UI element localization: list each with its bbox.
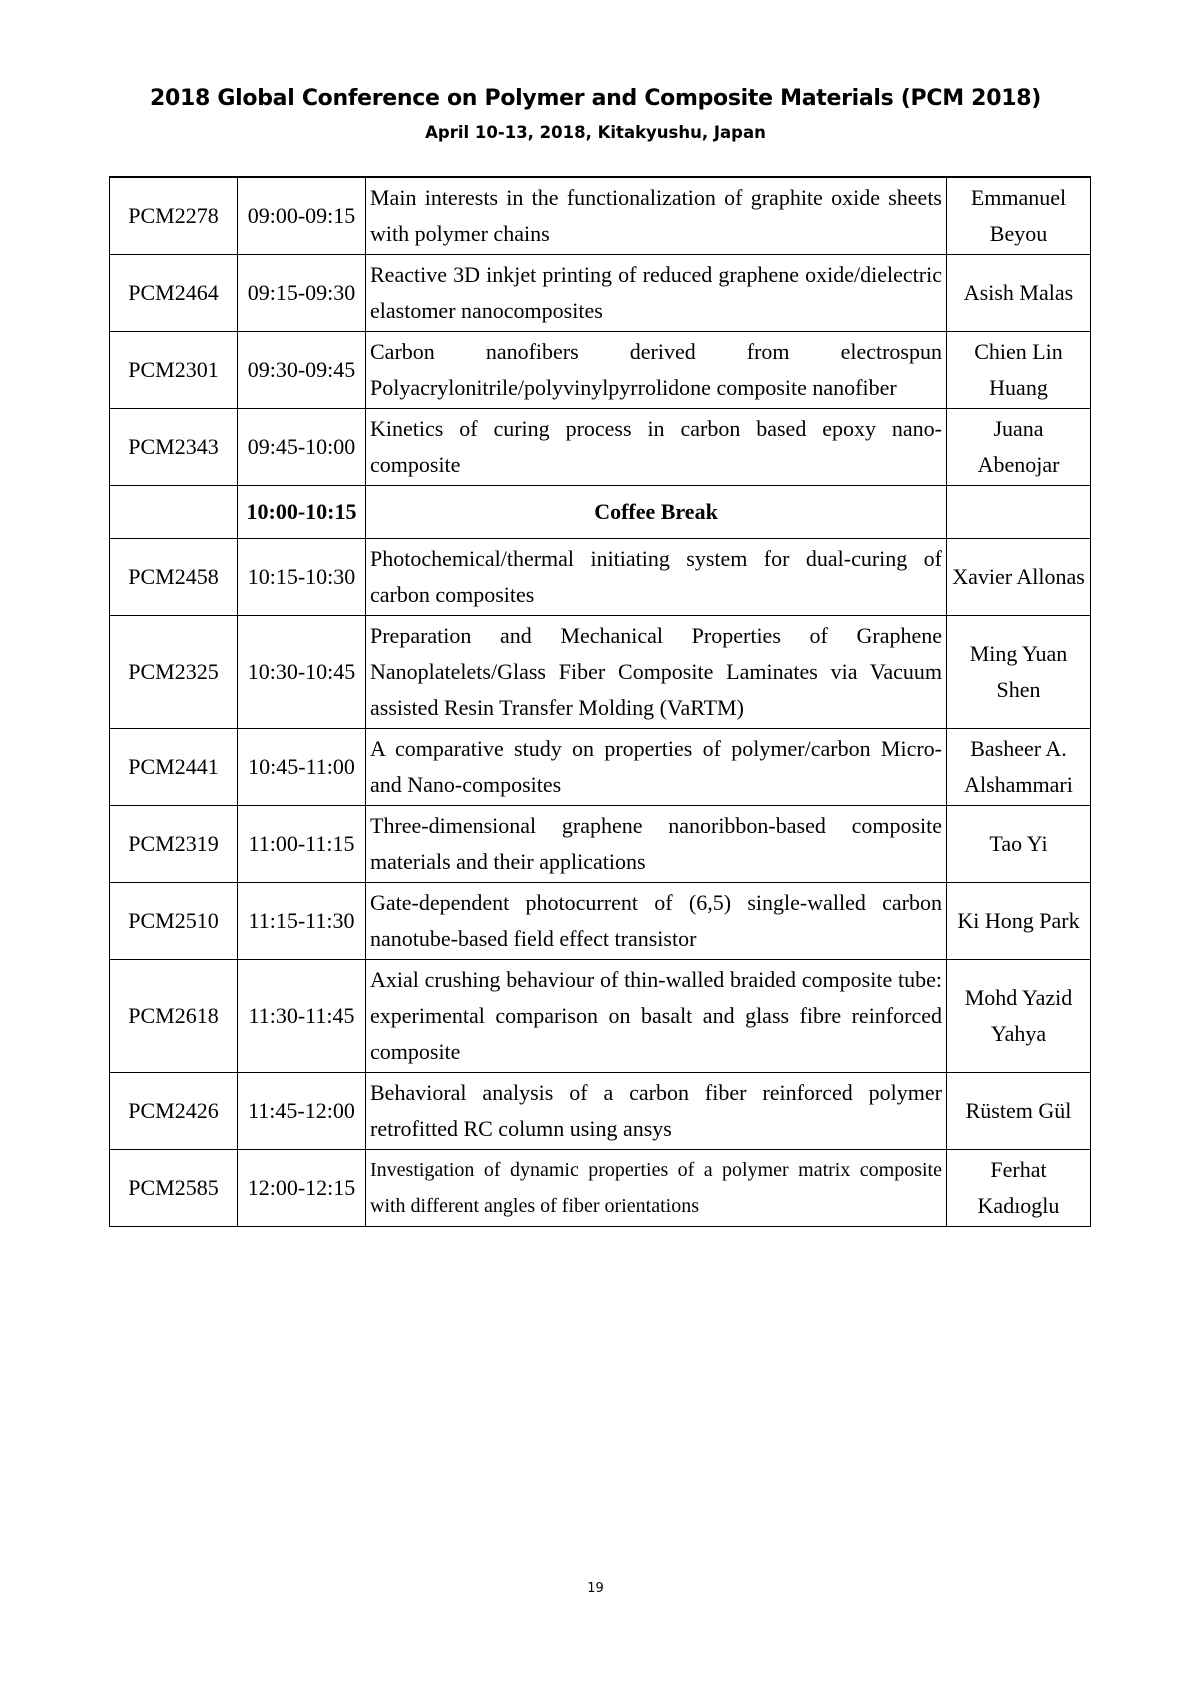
presenter-name: [947, 486, 1091, 539]
presenter-name: Asish Malas: [947, 255, 1091, 332]
time-slot: 11:45-12:00: [238, 1073, 366, 1150]
paper-title: Behavioral analysis of a carbon fiber reinforced polymer retrofitted RC column using ansys: [366, 1073, 947, 1150]
presenter-name: Chien Lin Huang: [947, 332, 1091, 409]
table-row: [110, 729, 1091, 806]
time-slot: 10:30-10:45: [238, 616, 366, 729]
paper-title: Photochemical/thermal initiating system for dual-curing of carbon composites: [366, 539, 947, 616]
paper-title: Carbon nanofibers derived from electrospun Polyacrylonitrile/polyvinylpyrrolidone composite nanofiber: [366, 332, 947, 409]
table-row: [110, 539, 1091, 616]
table-row: [110, 177, 1091, 255]
paper-id: PCM2343: [110, 409, 238, 486]
time-slot: 11:15-11:30: [238, 883, 366, 960]
paper-id: PCM2301: [110, 332, 238, 409]
paper-title: Investigation of dynamic properties of a polymer matrix composite with different angles of fiber orientations: [366, 1150, 947, 1227]
time-slot: 09:45-10:00: [238, 409, 366, 486]
paper-id: PCM2458: [110, 539, 238, 616]
presenter-name: Juana Abenojar: [947, 409, 1091, 486]
paper-title: Three-dimensional graphene nanoribbon-based composite materials and their applications: [366, 806, 947, 883]
paper-id: PCM2325: [110, 616, 238, 729]
page-number: 19: [587, 1581, 604, 1596]
paper-id: [110, 486, 238, 539]
time-slot: 09:00-09:15: [238, 177, 366, 255]
coffee-break-row: [110, 486, 1091, 539]
presenter-name: Emmanuel Beyou: [947, 177, 1091, 255]
time-slot: 09:30-09:45: [238, 332, 366, 409]
presenter-name: Xavier Allonas: [947, 539, 1091, 616]
time-slot: 11:30-11:45: [238, 960, 366, 1073]
table-row: [110, 409, 1091, 486]
conference-date-location: April 10-13, 2018, Kitakyushu, Japan: [425, 123, 766, 142]
paper-id: PCM2618: [110, 960, 238, 1073]
presenter-name: Mohd Yazid Yahya: [947, 960, 1091, 1073]
table-row: [110, 1150, 1091, 1227]
presenter-name: Ferhat Kadıoglu: [947, 1150, 1091, 1227]
break-label: Coffee Break: [366, 486, 947, 539]
table-row: [110, 1073, 1091, 1150]
paper-id: PCM2319: [110, 806, 238, 883]
paper-title: Gate-dependent photocurrent of (6,5) single-walled carbon nanotube-based field effect transistor: [366, 883, 947, 960]
presenter-name: Ming Yuan Shen: [947, 616, 1091, 729]
table-row: [110, 332, 1091, 409]
table-row: [110, 255, 1091, 332]
time-slot: 12:00-12:15: [238, 1150, 366, 1227]
paper-title: Kinetics of curing process in carbon based epoxy nano-composite: [366, 409, 947, 486]
presenter-name: Basheer A. Alshammari: [947, 729, 1091, 806]
presenter-name: Ki Hong Park: [947, 883, 1091, 960]
paper-id: PCM2278: [110, 177, 238, 255]
paper-title: Reactive 3D inkjet printing of reduced graphene oxide/dielectric elastomer nanocomposites: [366, 255, 947, 332]
presenter-name: Rüstem Gül: [947, 1073, 1091, 1150]
conference-title: 2018 Global Conference on Polymer and Composite Materials (PCM 2018): [150, 86, 1041, 111]
time-slot: 09:15-09:30: [238, 255, 366, 332]
time-slot: 10:00-10:15: [238, 486, 366, 539]
paper-title: Main interests in the functionalization of graphite oxide sheets with polymer chains: [366, 177, 947, 255]
paper-id: PCM2441: [110, 729, 238, 806]
table-row: [110, 883, 1091, 960]
table-row: [110, 616, 1091, 729]
paper-title: A comparative study on properties of polymer/carbon Micro- and Nano-composites: [366, 729, 947, 806]
presenter-name: Tao Yi: [947, 806, 1091, 883]
time-slot: 11:00-11:15: [238, 806, 366, 883]
session-schedule-table: [109, 176, 1091, 1227]
time-slot: 10:45-11:00: [238, 729, 366, 806]
paper-title: Axial crushing behaviour of thin-walled braided composite tube: experimental comparison on basalt and glass fibre reinforced composite: [366, 960, 947, 1073]
paper-id: PCM2426: [110, 1073, 238, 1150]
time-slot: 10:15-10:30: [238, 539, 366, 616]
paper-id: PCM2510: [110, 883, 238, 960]
table-row: [110, 960, 1091, 1073]
table-row: [110, 806, 1091, 883]
paper-id: PCM2464: [110, 255, 238, 332]
paper-id: PCM2585: [110, 1150, 238, 1227]
paper-title: Preparation and Mechanical Properties of Graphene Nanoplatelets/Glass Fiber Composite Laminates via Vacuum assisted Resin Transfer Molding (VaRTM): [366, 616, 947, 729]
